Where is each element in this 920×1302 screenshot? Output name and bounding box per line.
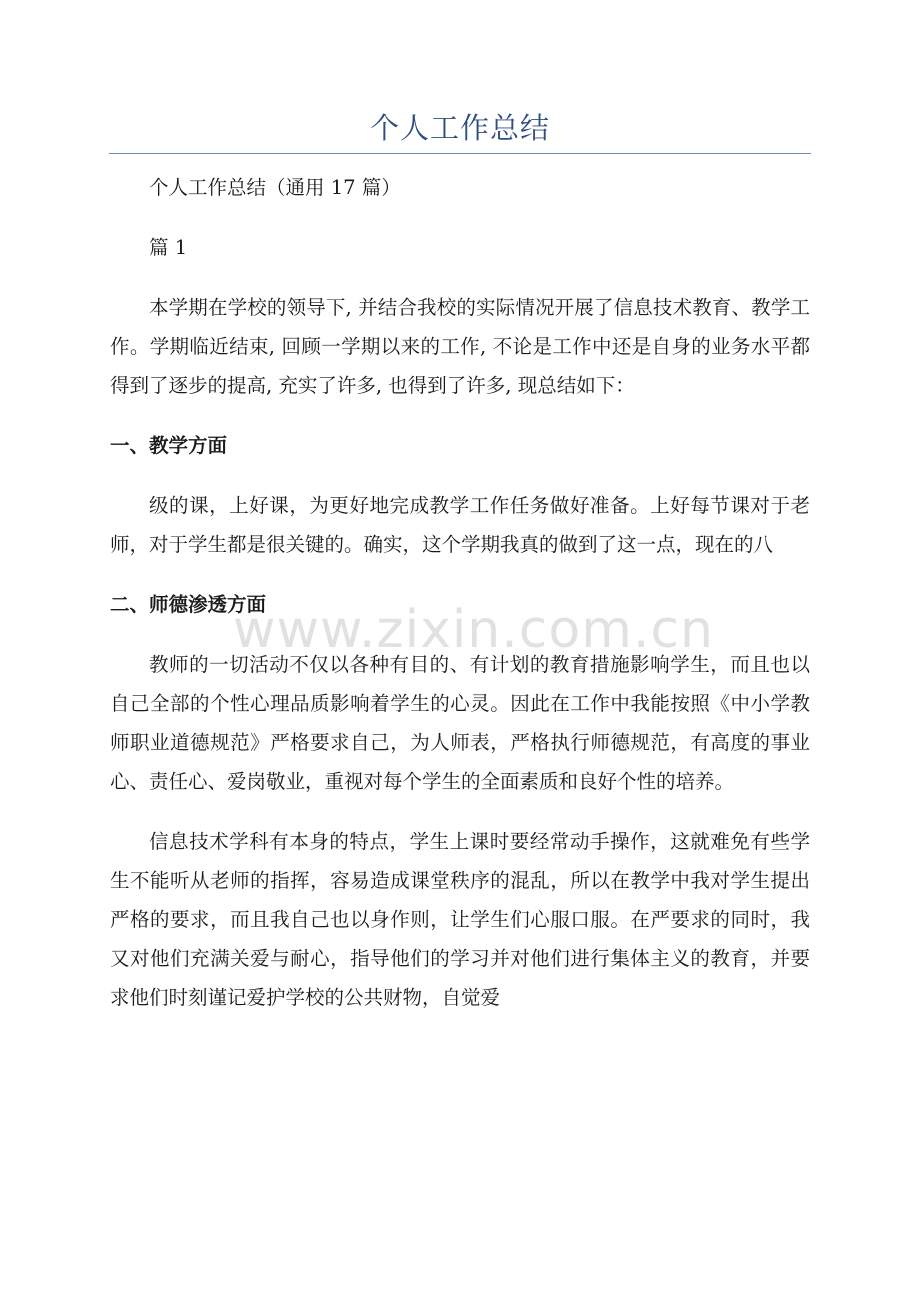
chapter-label: 篇 1 [149, 236, 188, 259]
section-heading-ethics: 二、师德渗透方面 [110, 593, 267, 616]
teaching-paragraph: 级的课，上好课，为更好地完成教学工作任务做好准备。上好每节课对于老师，对于学生都是很关键的。确实，这个学期我真的做到了这一点，现在的八 [110, 494, 810, 556]
section-heading-teaching: 一、教学方面 [110, 434, 228, 457]
ethics-paragraph-1: 教师的一切活动不仅以各种有目的、有计划的教育措施影响学生，而且也以自己全部的个性心理品质影响着学生的心灵。因此在工作中我能按照《中小学教师职业道德规范》严格要求自己，为人师表，严格执行师德规范，有高度的事业心、责任心、爱岗敬业，重视对每个学生的全面素质和良好个性的培养。 [110, 653, 810, 793]
intro-paragraph: 本学期在学校的领导下, 并结合我校的实际情况开展了信息技术教育、教学工作。学期临近结束, 回顾一学期以来的工作, 不论是工作中还是自身的业务水平都得到了逐步的提高, 充实了许多, 也得到了许多, 现总结如下： [110, 296, 810, 397]
watermark: www.zixin.com.cn [233, 600, 714, 660]
document-subtitle: 个人工作总结（通用 17 篇） [149, 176, 401, 199]
ethics-paragraph-2: 信息技术学科有本身的特点，学生上课时要经常动手操作，这就难免有些学生不能听从老师的指挥，容易造成课堂秩序的混乱，所以在教学中我对学生提出严格的要求，而且我自己也以身作则，让学生们心服口服。在严要求的同时，我又对他们充满关爱与耐心，指导他们的学习并对他们进行集体主义的教育，并要求他们时刻谨记爱护学校的公共财物，自觉爱 [110, 830, 810, 1009]
document-body [110, 168, 810, 1017]
title-divider [109, 153, 811, 154]
document-title: 个人工作总结 [369, 111, 550, 145]
